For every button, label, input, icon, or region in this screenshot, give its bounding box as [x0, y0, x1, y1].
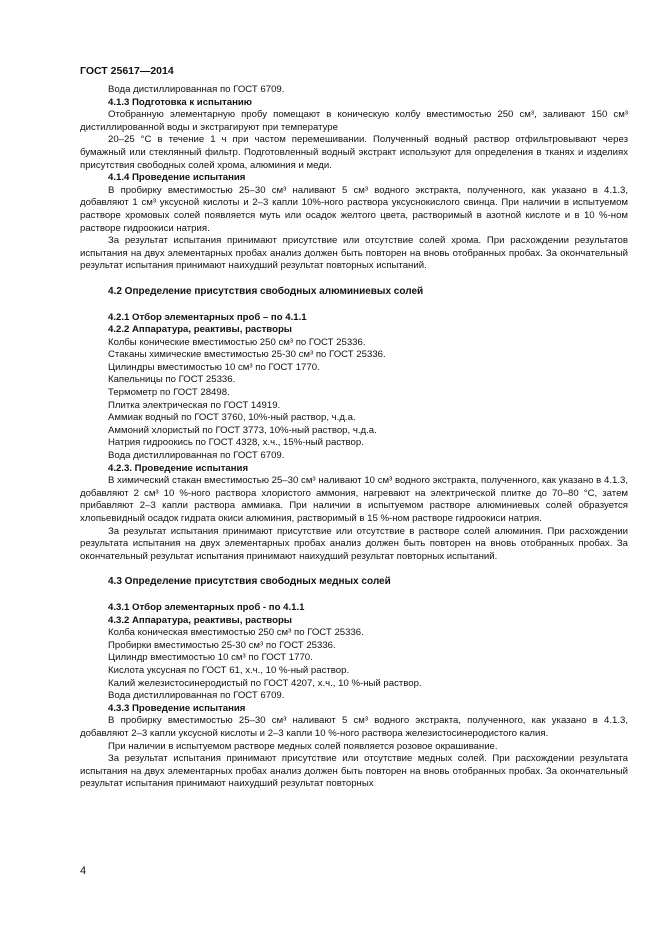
list-item: Вода дистиллированная по ГОСТ 6709. — [108, 690, 285, 702]
subsection-heading: 4.2.2 Аппаратура, реактивы, растворы — [108, 324, 292, 336]
list-item: Цилиндры вместимостью 10 см³ по ГОСТ 1770. — [108, 361, 320, 373]
subsection-heading: 4.2.1 Отбор элементарных проб – по 4.1.1 — [108, 311, 307, 323]
section-heading: 4.2 Определение присутствия свободных алюминиевых солей — [108, 285, 424, 297]
paragraph: За результат испытания принимают присутствие или отсутствие в растворе солей алюминия. При расхождении результата испытания на двух элементарных пробах анализ должен быть повторен на вновь отобранных пробах. За окончательный результат испытания принимают наихудший результат повторных испытаний. — [80, 525, 628, 562]
list-item: Кислота уксусная по ГОСТ 61, х.ч., 10 %-ный раствор. — [108, 664, 350, 676]
list-item: Капельницы по ГОСТ 25336. — [108, 374, 236, 386]
subsection-heading: 4.3.2 Аппаратура, реактивы, растворы — [108, 614, 292, 626]
list-item: Натрия гидроокись по ГОСТ 4328, х.ч., 15%-ный раствор. — [108, 437, 364, 449]
paragraph: В пробирку вместимостью 25–30 см³ наливают 5 см³ водного экстракта, полученного, как указано в 4.1.3, добавляют 2–3 капли уксусной кислоты и 2–3 капли 10 %-ного раствора железистосинеродистого калия. — [80, 715, 628, 739]
list-item: Колбы конические вместимостью 250 см³ по ГОСТ 25336. — [108, 336, 366, 348]
list-item: Стаканы химические вместимостью 25-30 см³ по ГОСТ 25336. — [108, 349, 386, 361]
subsection-heading: 4.1.4 Проведение испытания — [108, 172, 246, 184]
section-heading: 4.3 Определение присутствия свободных медных солей — [108, 576, 391, 588]
paragraph: В химический стакан вместимостью 25–30 см³ наливают 10 см³ водного экстракта, полученного, как указано в 4.1.3, добавляют 2 см³ 10 %-ного раствора хлористого аммония, нагревают на электрической плитке до 70–80 °С, затем прибавляют 2–3 капли раствора аммиака. При наличии в испытуемом растворе алюминиевых солей образуется хлопьевидный осадок гидрата окиси алюминия, растворимый в 15 %-ном растворе гидроокиси натрия. — [80, 475, 628, 524]
list-item: Вода дистиллированная по ГОСТ 6709. — [108, 450, 285, 462]
list-item: Плитка электрическая по ГОСТ 14919. — [108, 399, 281, 411]
paragraph: 20–25 °С в течение 1 ч при частом перемешивании. Полученный водный раствор отфильтровывают через бумажный или стеклянный фильтр. Подготовленный водный экстракт используют для определения в тканях и изделиях присутствия свободных солей хрома, алюминия и меди. — [80, 134, 628, 171]
list-item: Пробирки вместимостью 25-30 см³ по ГОСТ 25336. — [108, 639, 336, 651]
list-item: Аммоний хлористый по ГОСТ 3773, 10%-ный раствор, ч.д.а. — [108, 424, 377, 436]
list-item: Аммиак водный по ГОСТ 3760, 10%-ный раствор, ч.д.а. — [108, 412, 356, 424]
paragraph: При наличии в испытуемом растворе медных солей появляется розовое окрашивание. — [108, 740, 498, 752]
subsection-heading: 4.3.3 Проведение испытания — [108, 702, 246, 714]
document-body — [80, 84, 628, 791]
subsection-heading: 4.1.3 Подготовка к испытанию — [108, 96, 252, 108]
list-item: Термометр по ГОСТ 28498. — [108, 387, 230, 399]
subsection-heading: 4.2.3. Проведение испытания — [108, 462, 249, 474]
paragraph: Вода дистиллированная по ГОСТ 6709. — [108, 84, 285, 95]
list-item: Цилиндр вместимостью 10 см³ по ГОСТ 1770. — [108, 652, 313, 664]
paragraph: За результат испытания принимают присутствие или отсутствие солей хрома. При расхождении результатов испытания на двух элементарных пробах анализ должен быть повторен на вновь отобранных пробах. За окончательный результат испытания принимают наихудший результат повторных испытаний. — [80, 235, 628, 272]
paragraph: В пробирку вместимостью 25–30 см³ наливают 5 см³ водного экстракта, полученного, как указано в 4.1.3, добавляют 1 см³ уксусной кислоты и 2–3 капли 10%-ного раствора уксуснокислого свинца. При наличии в испытуемом растворе хромовых солей появляется муть или осадок желтого цвета, растворимый в азотной кислоте и в 10 %-ном растворе гидроокиси натрия. — [80, 184, 628, 234]
paragraph: Отобранную элементарную пробу помещают в коническую колбу вместимостью 250 см³, заливают 150 см³ дистиллированной воды и экстрагируют при температуре — [80, 109, 628, 133]
document-header: ГОСТ 25617—2014 — [80, 65, 174, 77]
subsection-heading: 4.3.1 Отбор элементарных проб - по 4.1.1 — [108, 601, 305, 613]
list-item: Калий железистосинеродистый по ГОСТ 4207, х.ч., 10 %-ный раствор. — [108, 677, 422, 689]
list-item: Колба коническая вместимостью 250 см³ по ГОСТ 25336. — [108, 627, 364, 639]
paragraph: За результат испытания принимают присутствие или отсутствие медных солей. При расхождении результата испытания на двух элементарных пробах анализ должен быть повторен на вновь отобранных пробах. За окончательный результат испытания принимают наихудший результат повторных — [80, 753, 628, 790]
page-number: 4 — [80, 865, 87, 877]
